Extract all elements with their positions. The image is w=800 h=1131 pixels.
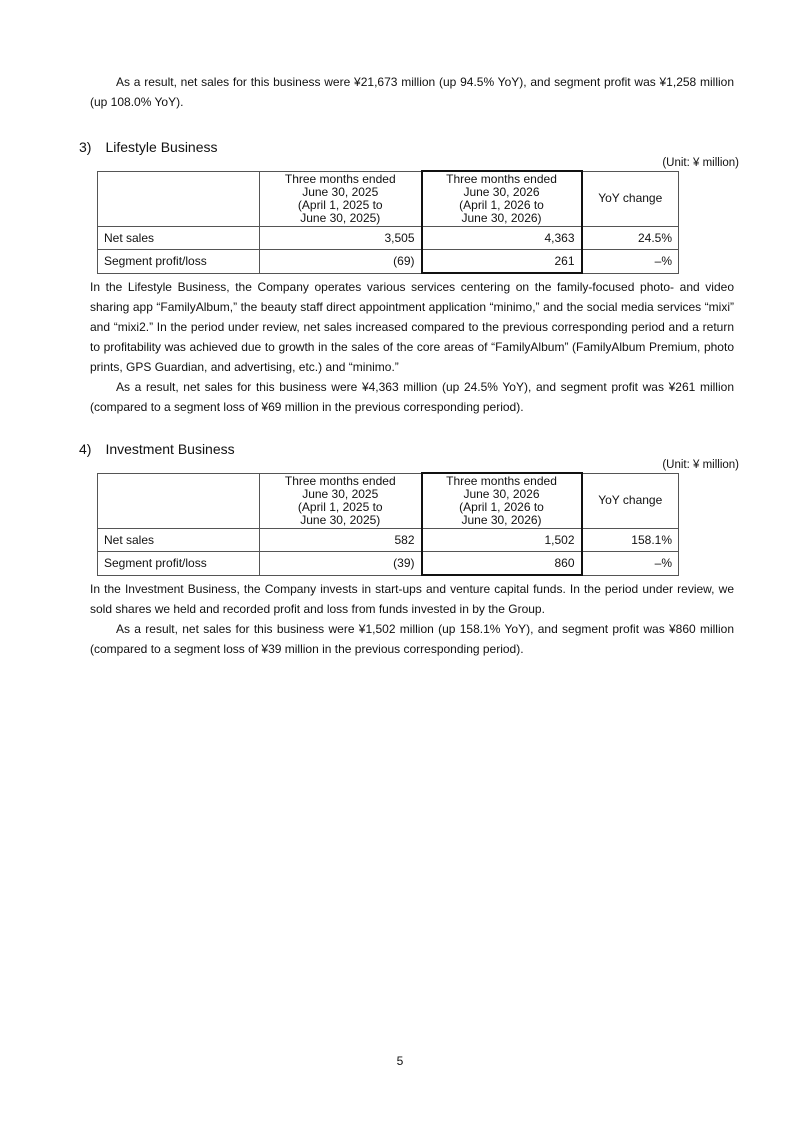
cell-yoy: –% [582,552,679,576]
cell-prev: 3,505 [260,227,422,250]
investment-segment-table [97,472,679,576]
header-prev-period [260,171,422,227]
header-line: June 30, 2026) [461,211,542,225]
header-line: June 30, 2025 [302,486,379,501]
section-heading-investment: 4) Investment Business [79,441,235,457]
header-line: (April 1, 2025 to [297,499,383,514]
cell-current: 261 [422,250,582,274]
header-line: Three months ended [284,171,396,186]
header-line: June 30, 2026 [463,185,540,199]
table-row [98,552,679,576]
header-line: (April 1, 2026 to [459,500,544,514]
cell-current: 4,363 [422,227,582,250]
cell-prev: (69) [260,250,422,274]
row-label: Segment profit/loss [98,552,260,576]
lifestyle-paragraph-2: As a result, net sales for this business were ¥4,363 million (up 24.5% YoY), and segment profit was ¥261 million (compared to a segment loss of ¥69 million in the previous corresponding period). [90,380,734,414]
header-empty-cell [98,473,260,529]
unit-label-lifestyle: (Unit: ¥ million) [662,157,739,169]
header-prev-period [260,473,422,529]
header-line: June 30, 2026) [461,513,542,527]
lifestyle-segment-table [97,170,679,274]
header-line: June 30, 2026 [463,487,540,501]
table-row [98,250,679,274]
header-line: (April 1, 2026 to [459,198,544,212]
table-row [98,227,679,250]
document-page [79,72,739,659]
header-empty-cell [98,171,260,227]
cell-yoy: 24.5% [582,227,679,250]
header-line: Three months ended [284,473,396,488]
table-header-row [98,171,679,227]
table-header-row [98,473,679,529]
cell-current: 860 [422,552,582,576]
row-label: Segment profit/loss [98,250,260,274]
cell-yoy: –% [582,250,679,274]
cell-prev: (39) [260,552,422,576]
unit-label-investment: (Unit: ¥ million) [662,459,739,471]
lifestyle-paragraph-1: In the Lifestyle Business, the Company operates various services centering on the family-focused photo- and video sharing app “FamilyAlbum,” the beauty staff direct appointment application “minimo,” and the social media services “mixi” and “mixi2.” In the period under review, net sales increased compared to the previous corresponding period and a return to profitability was achieved due to growth in the sales of the core areas of “FamilyAlbum” (FamilyAlbum Premium, photo prints, GPS Guardian, and advertising, etc.) and “minimo.” [90,280,734,374]
header-line: (April 1, 2025 to [297,197,383,212]
page-number: 5 [396,1054,404,1068]
investment-paragraph-2: As a result, net sales for this business were ¥1,502 million (up 158.1% YoY), and segment profit was ¥860 million (compared to a segment loss of ¥39 million in the previous corresponding period). [90,622,734,656]
header-line: June 30, 2025 [302,184,379,199]
header-line: June 30, 2025) [300,210,381,225]
header-yoy-change: YoY change [582,473,679,529]
row-label: Net sales [98,529,260,552]
header-line: June 30, 2025) [300,512,381,527]
cell-current: 1,502 [422,529,582,552]
investment-paragraph-1: In the Investment Business, the Company invests in start-ups and venture capital funds. In the period under review, we sold shares we held and recorded profit and loss from funds invested in by the Group. [90,582,734,616]
section-heading-lifestyle: 3) Lifestyle Business [79,139,218,155]
header-line: Three months ended [446,172,557,186]
header-yoy-change: YoY change [582,171,679,227]
header-line: Three months ended [446,474,557,488]
header-current-period [422,473,582,529]
intro-paragraph: As a result, net sales for this business were ¥21,673 million (up 94.5% YoY), and segment profit was ¥1,258 million (up 108.0% YoY). [90,75,734,109]
cell-yoy: 158.1% [582,529,679,552]
cell-prev: 582 [260,529,422,552]
table-row [98,529,679,552]
row-label: Net sales [98,227,260,250]
header-current-period [422,171,582,227]
